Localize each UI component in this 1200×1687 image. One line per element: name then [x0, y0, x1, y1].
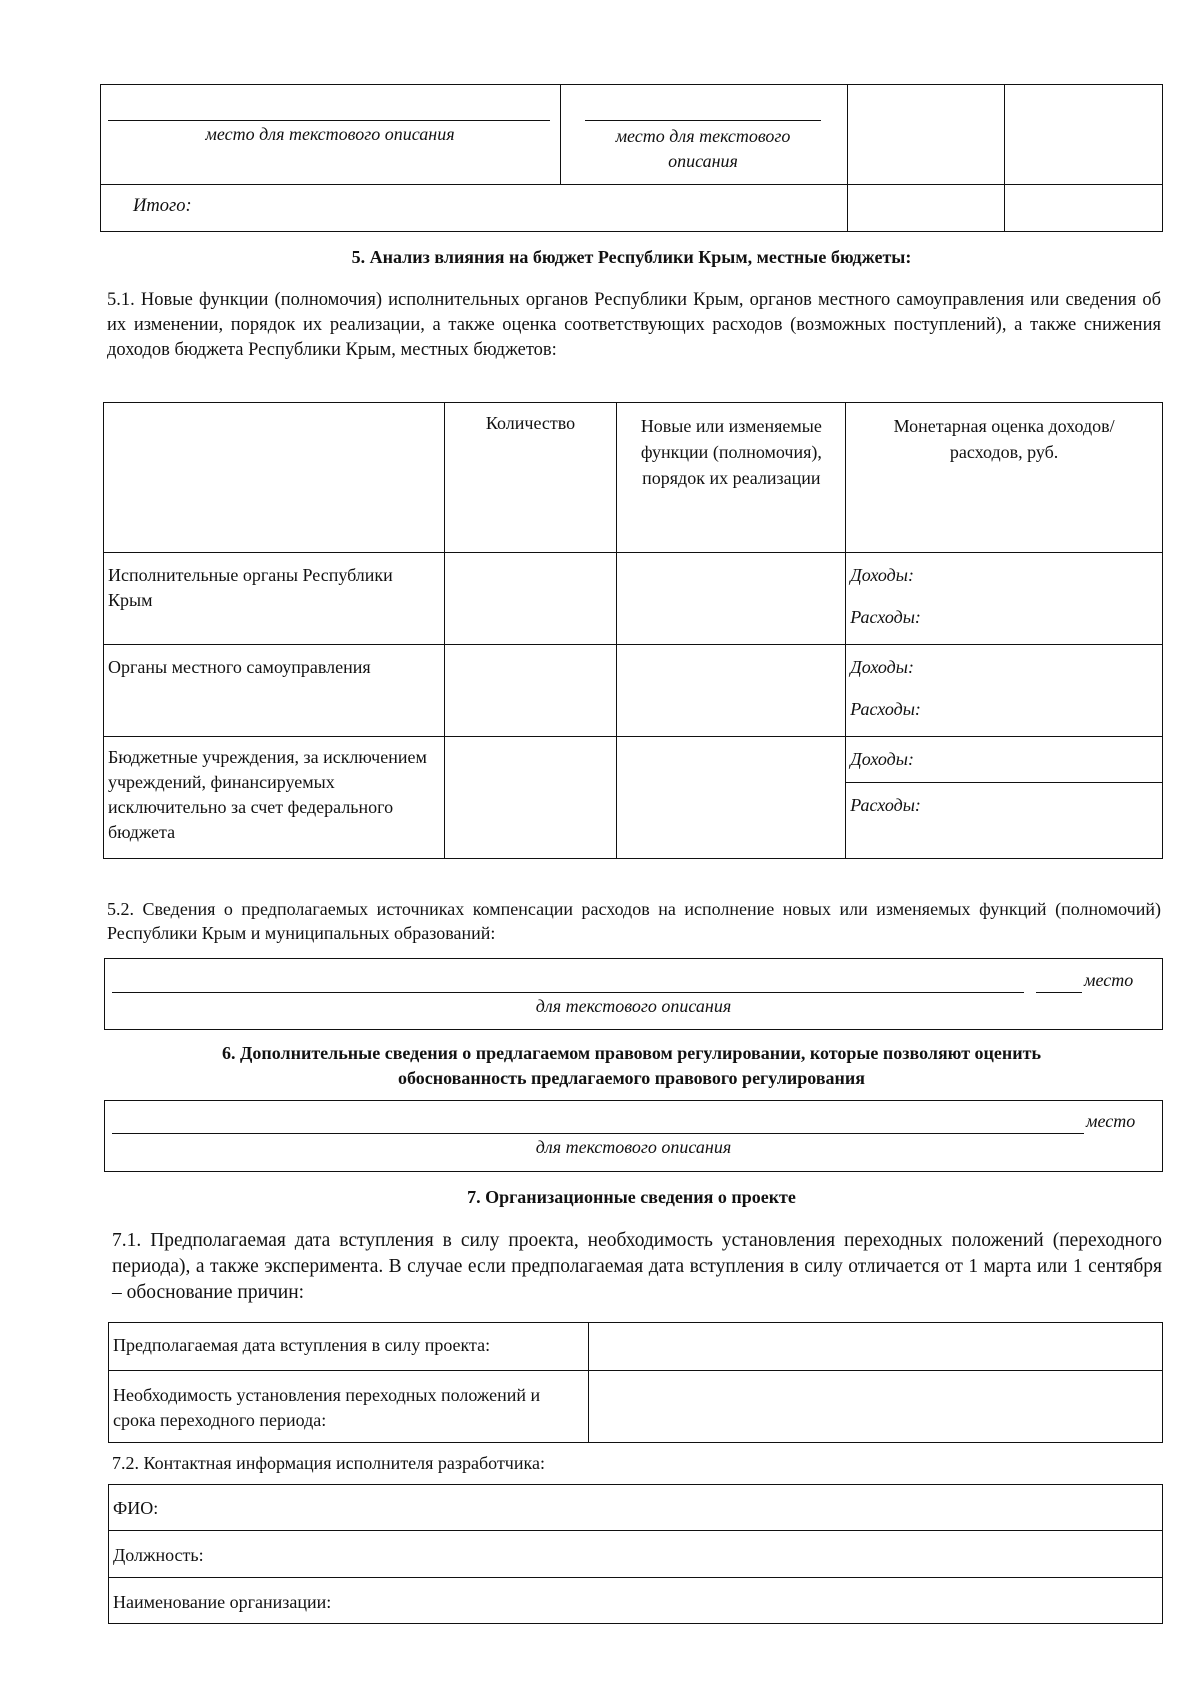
top-left-placeholder: место для текстового описания: [205, 124, 455, 144]
box-5-2-caption: для текстового описания: [535, 996, 732, 1016]
budget-row-label-text: Бюджетные учреждения, за исключением учреждений, финансируемых исключительно за счет федерального бюджета: [108, 747, 427, 842]
box-6: [104, 1100, 1163, 1172]
budget-expense-label: Расходы:: [850, 795, 921, 815]
budget-row-income: [846, 737, 1163, 783]
top-table-row-divider: [100, 184, 1163, 185]
contact-left-border: [108, 1484, 109, 1623]
contact-line-top: [108, 1484, 1163, 1485]
transition-label: Необходимость установления переходных положений и срока переходного периода:: [113, 1385, 541, 1430]
transition-label-cell: [109, 1371, 589, 1443]
contact-organization: Наименование организации:: [113, 1592, 332, 1612]
section6-heading-line1: 6. Дополнительные сведения о предлагаемом правовом регулировании, которые позволяют оценить: [221, 1043, 1042, 1063]
budget-header-monetary: [846, 403, 1163, 553]
budget-row-functions: [617, 645, 846, 737]
contact-line-3: [108, 1577, 1163, 1578]
box-5-2: [104, 958, 1163, 1030]
section5-heading: 5. Анализ влияния на бюджет Республики Крым, местные бюджеты:: [351, 247, 912, 267]
para-5-2: 5.2. Сведения о предполагаемых источниках компенсации расходов на исполнение новых или изменяемых функций (полномочий) Республики Крым и муниципальных образований:: [107, 899, 1161, 943]
budget-expense-label: Расходы:: [850, 698, 921, 719]
budget-row-functions: [617, 553, 846, 645]
budget-header-quantity: [444, 403, 617, 553]
budget-income-label: Доходы:: [850, 565, 914, 585]
budget-row-label: [104, 737, 445, 859]
box-5-2-line: [112, 992, 1024, 993]
contact-position: Должность:: [113, 1545, 204, 1565]
total-label: Итого:: [133, 196, 192, 216]
budget-row-expense: [846, 691, 1163, 737]
top-table-divider-3: [1004, 84, 1005, 232]
box-5-2-word: место: [1084, 970, 1134, 990]
budget-table: [103, 402, 1163, 859]
budget-row-expense: [846, 599, 1163, 645]
section6-heading-line2: обоснованность предлагаемого правового регулирования: [397, 1068, 866, 1088]
top-mid-placeholder: место для текстового описания: [615, 126, 791, 171]
budget-header-functions-text: Новые или изменяемые функции (полномочия), порядок их реализации: [640, 416, 822, 488]
budget-row-label: [104, 553, 445, 645]
budget-header-monetary-text: Монетарная оценка доходов/расходов, руб.: [893, 416, 1115, 462]
para-7-1: 7.1. Предполагаемая дата вступления в силу проекта, необходимость установления переходных положений (переходного периода), а также эксперимента. В случае если предполагаемая дата вступления в силу отличается от 1 марта или 1 сентября – обоснование причин:: [112, 1230, 1162, 1303]
budget-row-income: [846, 553, 1163, 599]
para-7-2: 7.2. Контактная информация исполнителя разработчика:: [112, 1453, 545, 1473]
budget-row-expense: [846, 783, 1163, 859]
contact-line-bottom: [108, 1623, 1163, 1624]
budget-row-functions: [617, 737, 846, 859]
box-6-line: [112, 1133, 1084, 1134]
date-label-cell: [109, 1323, 589, 1371]
box-6-word: место: [1086, 1111, 1136, 1131]
budget-expense-label: Расходы:: [850, 606, 921, 627]
budget-header-empty: [104, 403, 445, 553]
budget-header-functions: [617, 403, 846, 553]
budget-row-income: [846, 645, 1163, 691]
contact-fio: ФИО:: [113, 1498, 159, 1518]
budget-income-label: Доходы:: [850, 657, 914, 677]
para-5-1: 5.1. Новые функции (полномочия) исполнительных органов Республики Крым, органов местного самоуправления или сведения об их изменении, порядок их реализации, а также оценка соответствующих расходов (возможных поступлений), а также снижения доходов бюджета Республики Крым, местных бюджетов:: [107, 290, 1161, 360]
budget-row-label-text: Органы местного самоуправления: [108, 657, 371, 677]
budget-row-label-text: Исполнительные органы Республики Крым: [108, 565, 393, 610]
section7-heading: 7. Организационные сведения о проекте: [467, 1187, 796, 1207]
top-table-divider-2: [847, 84, 848, 232]
top-table-divider-1: [560, 84, 561, 184]
budget-income-label: Доходы:: [850, 749, 914, 769]
transition-value-cell: [588, 1371, 1162, 1443]
box-6-caption: для текстового описания: [535, 1137, 732, 1157]
date-label: Предполагаемая дата вступления в силу проекта:: [113, 1335, 491, 1355]
budget-row-quantity: [444, 553, 617, 645]
contact-right-border: [1162, 1484, 1163, 1623]
top-left-underline: [108, 120, 550, 121]
budget-row-quantity: [444, 737, 617, 859]
top-mid-underline: [585, 120, 821, 121]
budget-header-quantity-text: Количество: [485, 413, 576, 433]
dates-table: [108, 1322, 1163, 1443]
contact-line-2: [108, 1530, 1163, 1531]
budget-row-quantity: [444, 645, 617, 737]
date-value-cell: [588, 1323, 1162, 1371]
budget-row-label: [104, 645, 445, 737]
box-5-2-line-short: [1036, 992, 1082, 993]
